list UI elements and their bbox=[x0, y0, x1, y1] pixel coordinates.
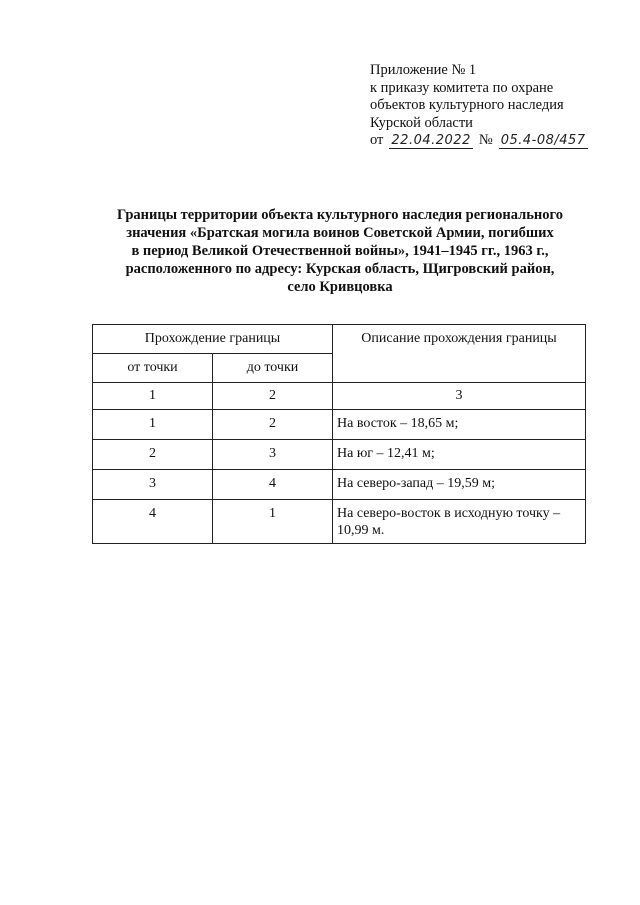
title-line: расположенного по адресу: Курская область, Щигровский район, bbox=[125, 261, 555, 277]
to-point: 4 bbox=[213, 470, 333, 500]
header-from-point: от точки bbox=[93, 354, 213, 383]
title-line: Границы территории объекта культурного наследия регионального bbox=[117, 207, 563, 223]
boundary-description: На северо-восток в исходную точку – 10,99 м. bbox=[333, 500, 586, 544]
to-point: 2 bbox=[213, 410, 333, 440]
document-title bbox=[90, 206, 590, 296]
to-point: 1 bbox=[213, 500, 333, 544]
from-label: от bbox=[370, 132, 384, 148]
table-row bbox=[93, 500, 586, 544]
from-point: 4 bbox=[93, 500, 213, 544]
order-date: 22.04.2022 bbox=[391, 133, 471, 148]
table-column-numbers bbox=[93, 383, 586, 410]
to-point: 3 bbox=[213, 440, 333, 470]
boundary-table bbox=[92, 324, 586, 544]
header-description: Описание прохождения границы bbox=[333, 325, 586, 383]
appendix-region: Курской области bbox=[370, 114, 473, 131]
header-to-point: до точки bbox=[213, 354, 333, 383]
appendix-block bbox=[370, 62, 588, 150]
from-point: 1 bbox=[93, 410, 213, 440]
appendix-committee: объектов культурного наследия bbox=[370, 97, 564, 113]
appendix-date-number bbox=[370, 132, 588, 150]
appendix-order-ref: к приказу комитета по охране bbox=[370, 79, 554, 96]
title-line: в период Великой Отечественной войны», 1941–1945 гг., 1963 г., bbox=[131, 243, 549, 259]
header-boundary-passage: Прохождение границы bbox=[93, 325, 333, 354]
boundary-description: На юг – 12,41 м; bbox=[333, 440, 586, 470]
column-number: 1 bbox=[93, 383, 213, 410]
title-line: значения «Братская могила воинов Советской Армии, погибших bbox=[126, 225, 554, 241]
table-row bbox=[93, 440, 586, 470]
table-row bbox=[93, 410, 586, 440]
appendix-title: Приложение № 1 bbox=[370, 62, 477, 78]
title-line: село Кривцовка bbox=[287, 279, 393, 295]
from-point: 2 bbox=[93, 440, 213, 470]
boundary-description: На северо-запад – 19,59 м; bbox=[333, 470, 586, 500]
boundary-description: На восток – 18,65 м; bbox=[333, 410, 586, 440]
number-label: № bbox=[478, 132, 493, 148]
table-row bbox=[93, 470, 586, 500]
order-number: 05.4-08/457 bbox=[500, 133, 586, 148]
column-number: 3 bbox=[333, 383, 586, 410]
from-point: 3 bbox=[93, 470, 213, 500]
table-header-row bbox=[93, 325, 586, 354]
column-number: 2 bbox=[213, 383, 333, 410]
